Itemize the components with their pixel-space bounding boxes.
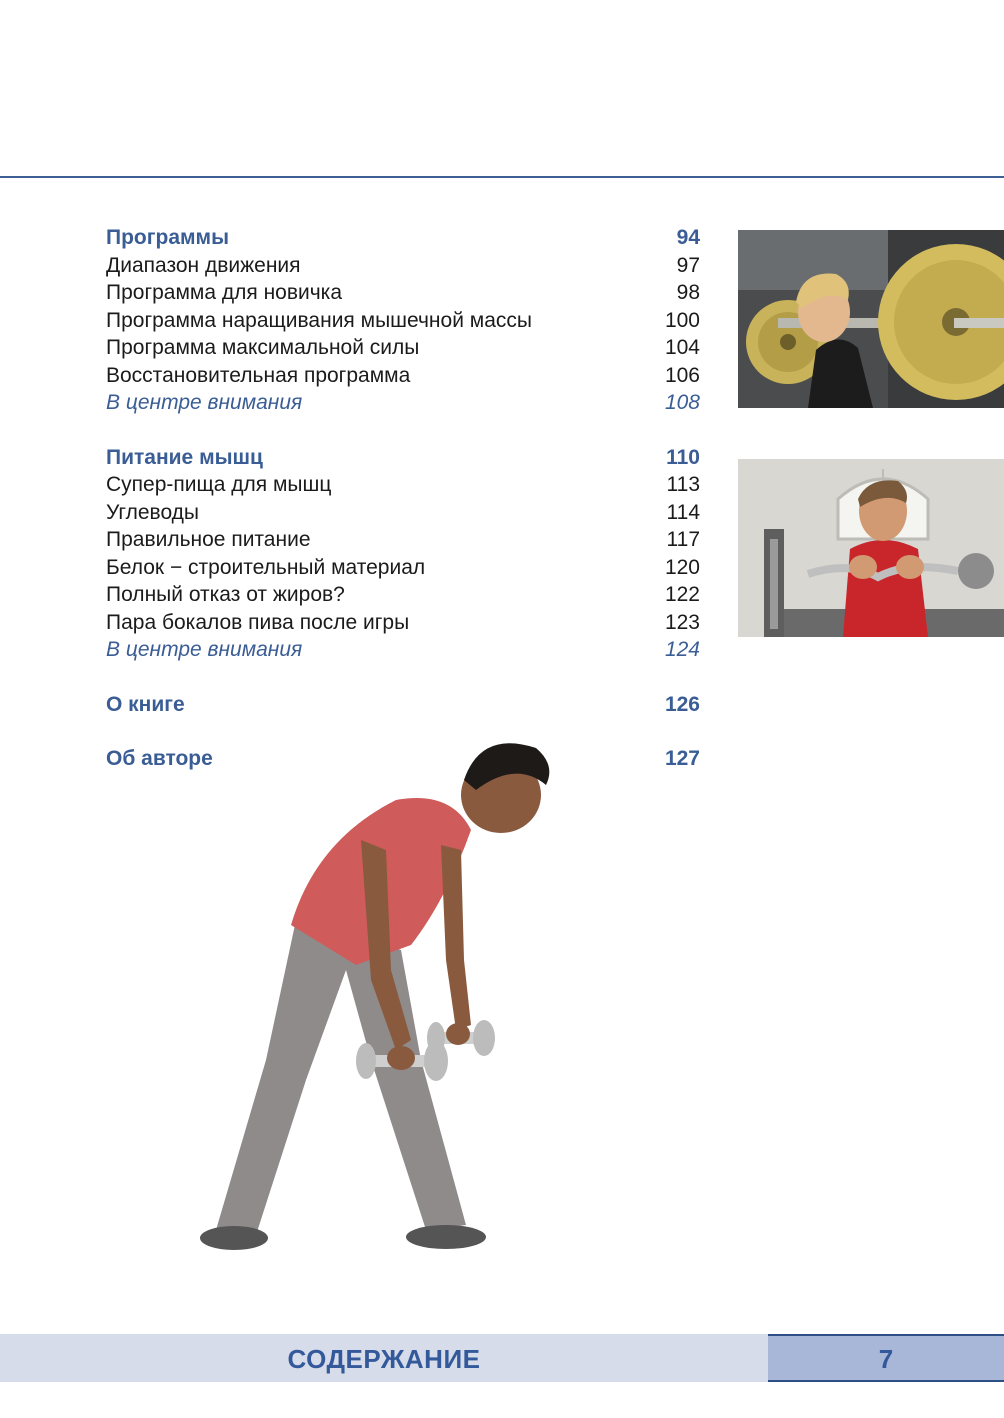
toc-heading-title: О книге (106, 692, 185, 716)
toc-entry-title: Программа максимальной силы (106, 336, 420, 359)
toc-entry[interactable] (106, 279, 700, 307)
photo-curl-athlete (738, 459, 1004, 637)
toc-focus-title: В центре внимания (106, 391, 303, 414)
toc-entry-page: 100 (664, 308, 700, 332)
photo-barbell-athlete-illustration (738, 230, 1004, 408)
toc-entry-page: 98 (676, 281, 700, 304)
page-number: 7 (768, 1334, 1004, 1382)
toc-entry[interactable] (106, 581, 700, 609)
toc-entry-page: 122 (664, 583, 700, 606)
toc-entry-page: 123 (664, 610, 700, 634)
toc-entry-page: 104 (664, 336, 700, 359)
toc-entry-title: Полный отказ от жиров? (106, 583, 345, 606)
toc-heading[interactable] (106, 691, 700, 719)
toc-heading[interactable] (106, 224, 700, 252)
toc-entry-title: Восстановительная программа (106, 363, 411, 387)
toc-entry[interactable] (106, 471, 700, 499)
toc-entry-title: Пара бокалов пива после игры (106, 610, 410, 634)
toc-entry[interactable] (106, 554, 700, 582)
top-rule (0, 176, 1004, 178)
toc-entry[interactable] (106, 499, 700, 527)
toc-focus-entry[interactable] (106, 389, 700, 417)
toc-entry[interactable] (106, 609, 700, 637)
toc-focus-page: 108 (664, 391, 700, 414)
toc-entry[interactable] (106, 526, 700, 554)
section-title: СОДЕРЖАНИЕ (287, 1344, 481, 1374)
toc-entry[interactable] (106, 334, 700, 362)
toc-focus-title: В центре внимания (106, 638, 303, 661)
toc-entry-page: 114 (666, 500, 700, 524)
toc-heading-page: 127 (664, 747, 700, 770)
photo-dumbbell-row-illustration (196, 730, 556, 1260)
toc-entry-title: Белок − строительный материал (106, 555, 426, 579)
toc-entry[interactable] (106, 307, 700, 335)
toc-entry-page: 97 (676, 253, 700, 277)
toc-focus-entry[interactable] (106, 636, 700, 664)
toc-entry-page: 113 (666, 473, 700, 496)
toc-section-programs (106, 224, 700, 417)
toc-heading-title: Питание мышц (106, 445, 263, 469)
toc-focus-page: 124 (664, 638, 700, 661)
toc-heading-page: 94 (676, 226, 700, 249)
toc-entry-title: Программа наращивания мышечной массы (106, 308, 532, 332)
toc-heading-page: 126 (664, 692, 700, 716)
toc-heading-title: Об авторе (106, 747, 213, 770)
toc-entry-page: 117 (666, 528, 700, 551)
toc-entry-page: 120 (664, 555, 700, 579)
toc-heading[interactable] (106, 444, 700, 472)
toc-entry-title: Супер-пища для мышц (106, 473, 332, 496)
toc-heading-page: 110 (666, 445, 700, 469)
toc-section-nutrition (106, 444, 700, 664)
toc-heading-title: Программы (106, 226, 230, 249)
photo-barbell-athlete (738, 230, 1004, 408)
toc-entry-title: Диапазон движения (106, 253, 301, 277)
toc-entry-page: 106 (664, 363, 700, 387)
photo-curl-athlete-illustration (738, 459, 1004, 637)
toc-section-about-book (106, 691, 700, 719)
toc-entry-title: Углеводы (106, 500, 200, 524)
toc-entry-title: Правильное питание (106, 528, 311, 551)
photo-dumbbell-row-athlete (196, 730, 556, 1260)
toc-entry[interactable] (106, 252, 700, 280)
toc-entry-title: Программа для новичка (106, 281, 343, 304)
toc-entry[interactable] (106, 362, 700, 390)
table-of-contents (106, 224, 700, 800)
